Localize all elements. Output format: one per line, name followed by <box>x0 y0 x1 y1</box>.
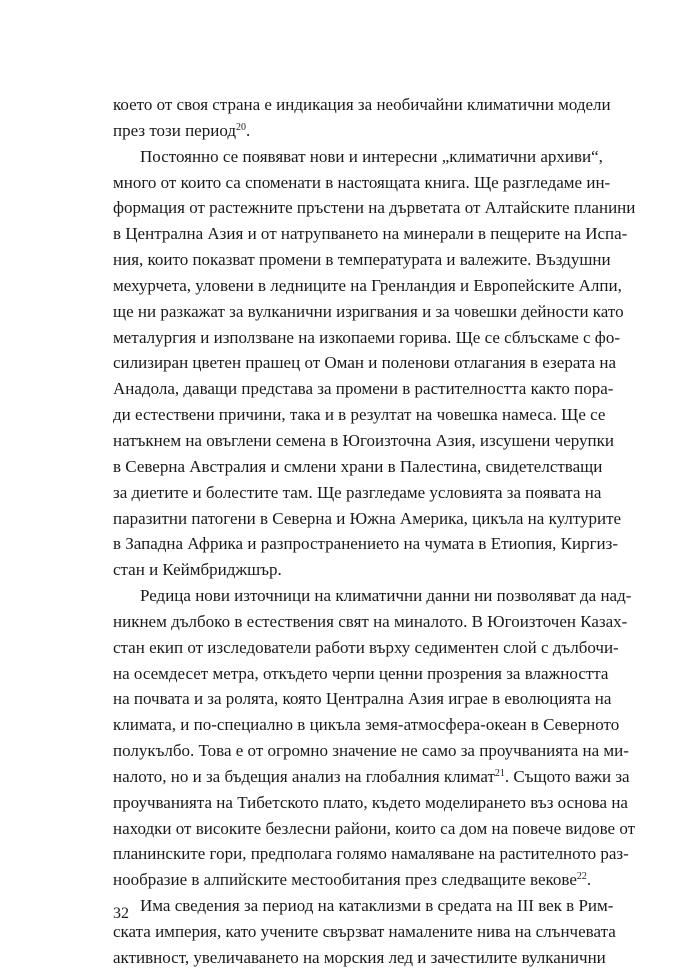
footnote-ref: 20 <box>235 121 246 133</box>
line-text: силизиран цветен прашец от Оман и поленови отлагания в езерата на <box>113 353 617 373</box>
line-text: в Северна Австралия и смлени храни в Палестина, свидетелстващи <box>113 456 603 476</box>
line-text: металургия и използване на изкопаеми горива. Ще се сблъскаме с фо- <box>113 327 620 347</box>
text-line <box>113 945 606 971</box>
line-text: Редица нови източници на климатични данни ни позволяват да над- <box>140 586 632 606</box>
line-text: налото, но и за бъдещия анализ на глобалния климат <box>113 766 495 786</box>
line-text: паразитни патогени в Северна и Южна Америка, цикъла на културите <box>113 508 622 528</box>
line-text: за диетите и болестите там. Ще разгледаме условията за появата на <box>113 482 602 502</box>
text-line <box>113 867 599 893</box>
line-text: никнем дълбоко в естествения свят на миналото. В Югоизточен Казах- <box>113 611 628 631</box>
text-line <box>113 583 632 609</box>
line-text: ди естествени причини, така и в резултат на човешка намеса. Ще се <box>113 405 606 425</box>
text-line <box>113 841 629 867</box>
line-text: находки от високите безлесни райони, които са дом на повече видове от <box>113 818 636 838</box>
text-line <box>113 273 622 299</box>
text-line <box>113 661 609 687</box>
line-text: в Централна Азия и от натрупването на минерали в пещерите на Испа- <box>113 224 628 244</box>
paragraph <box>113 583 636 893</box>
line-text: на осемдесет метра, откъдето черпи ценни прозрения за влажността <box>113 663 609 683</box>
paragraph <box>113 92 611 144</box>
line-text: активност, увеличаването на морския лед и зачестилите вулканични <box>113 947 606 967</box>
text-line <box>113 686 612 712</box>
text-line <box>113 919 616 945</box>
text-line <box>113 609 628 635</box>
line-text: натъкнем на овъглени семена в Югоизточна Азия, изсушени черупки <box>113 430 614 450</box>
line-text: ската империя, като учените свързват намалените нива на слънчевата <box>113 922 616 941</box>
page-body <box>113 92 636 971</box>
line-text: климата, и по-специално в цикъла земя-атмосфера-океан в Северното <box>113 715 620 735</box>
line-text: проучванията на Тибетското плато, където моделирането въз основа на <box>113 792 628 812</box>
text-line <box>113 506 622 532</box>
line-text: в Западна Африка и разпространението на чумата в Етиопия, Киргиз- <box>113 534 619 554</box>
line-text-after: . <box>586 870 592 890</box>
footnote-ref: 22 <box>576 871 587 883</box>
line-text: Анадола, даващи представа за промени в растителността както пора- <box>113 379 614 399</box>
line-text: през този период <box>113 120 236 140</box>
text-line <box>113 144 603 170</box>
text-line <box>113 92 611 118</box>
text-line <box>113 712 620 738</box>
line-text: мехурчета, уловени в ледниците на Гренландия и Европейските Алпи, <box>113 275 622 295</box>
line-text: ния, които показват промени в температурата и валежите. Въздушни <box>113 250 611 270</box>
line-text: на почвата и за ролята, която Централна Азия играе в еволюцията на <box>113 689 612 709</box>
text-line <box>113 325 620 351</box>
line-text: което от своя страна е индикация за необичайни климатични модели <box>113 95 611 114</box>
line-text: стан екип от изследователи работи върху седиментен слой с дълбочи- <box>113 637 619 657</box>
text-line <box>113 480 602 506</box>
line-text-after: . Същото важи за <box>504 766 630 786</box>
text-line <box>113 893 614 919</box>
line-text: много от които са споменати в настоящата книга. Ще разгледаме ин- <box>113 172 611 192</box>
text-line <box>113 221 628 247</box>
text-line <box>113 402 606 428</box>
text-line <box>113 738 629 764</box>
line-text: Постоянно се появяват нови и интересни „климатични архиви“, <box>140 146 603 166</box>
text-line <box>113 454 603 480</box>
line-text: формация от растежните пръстени на дърветата от Алтайските планини <box>113 198 636 218</box>
text-line <box>113 376 614 402</box>
line-text: Има сведения за период на катаклизми в средата на III век в Рим- <box>140 896 614 916</box>
line-text: ще ни разкажат за вулканични изригвания и за човешки дейности като <box>113 301 624 321</box>
line-text: полукълбо. Това е от огромно значение не само за проучванията на ми- <box>113 741 629 761</box>
text-line <box>113 195 636 221</box>
text-line <box>113 557 599 583</box>
text-line <box>113 247 611 273</box>
paragraph <box>113 144 636 583</box>
line-text: планинските гори, предполага голямо намаляване на растителното раз- <box>113 844 629 864</box>
page-number: 32 <box>113 905 129 922</box>
footnote-ref: 21 <box>494 767 505 779</box>
text-line <box>113 350 617 376</box>
text-line <box>113 790 628 816</box>
line-text: стан и Кеймбриджшър. <box>113 560 282 580</box>
line-text-after: . <box>245 120 251 140</box>
text-line <box>113 635 619 661</box>
text-line <box>113 170 611 196</box>
text-line <box>113 531 619 557</box>
line-text: нообразие в алпийските местообитания през следващите векове <box>113 870 577 890</box>
text-line <box>113 428 614 454</box>
text-line <box>113 118 599 144</box>
text-line <box>113 816 636 842</box>
paragraph <box>113 893 616 971</box>
text-line <box>113 764 630 790</box>
text-line <box>113 299 624 325</box>
